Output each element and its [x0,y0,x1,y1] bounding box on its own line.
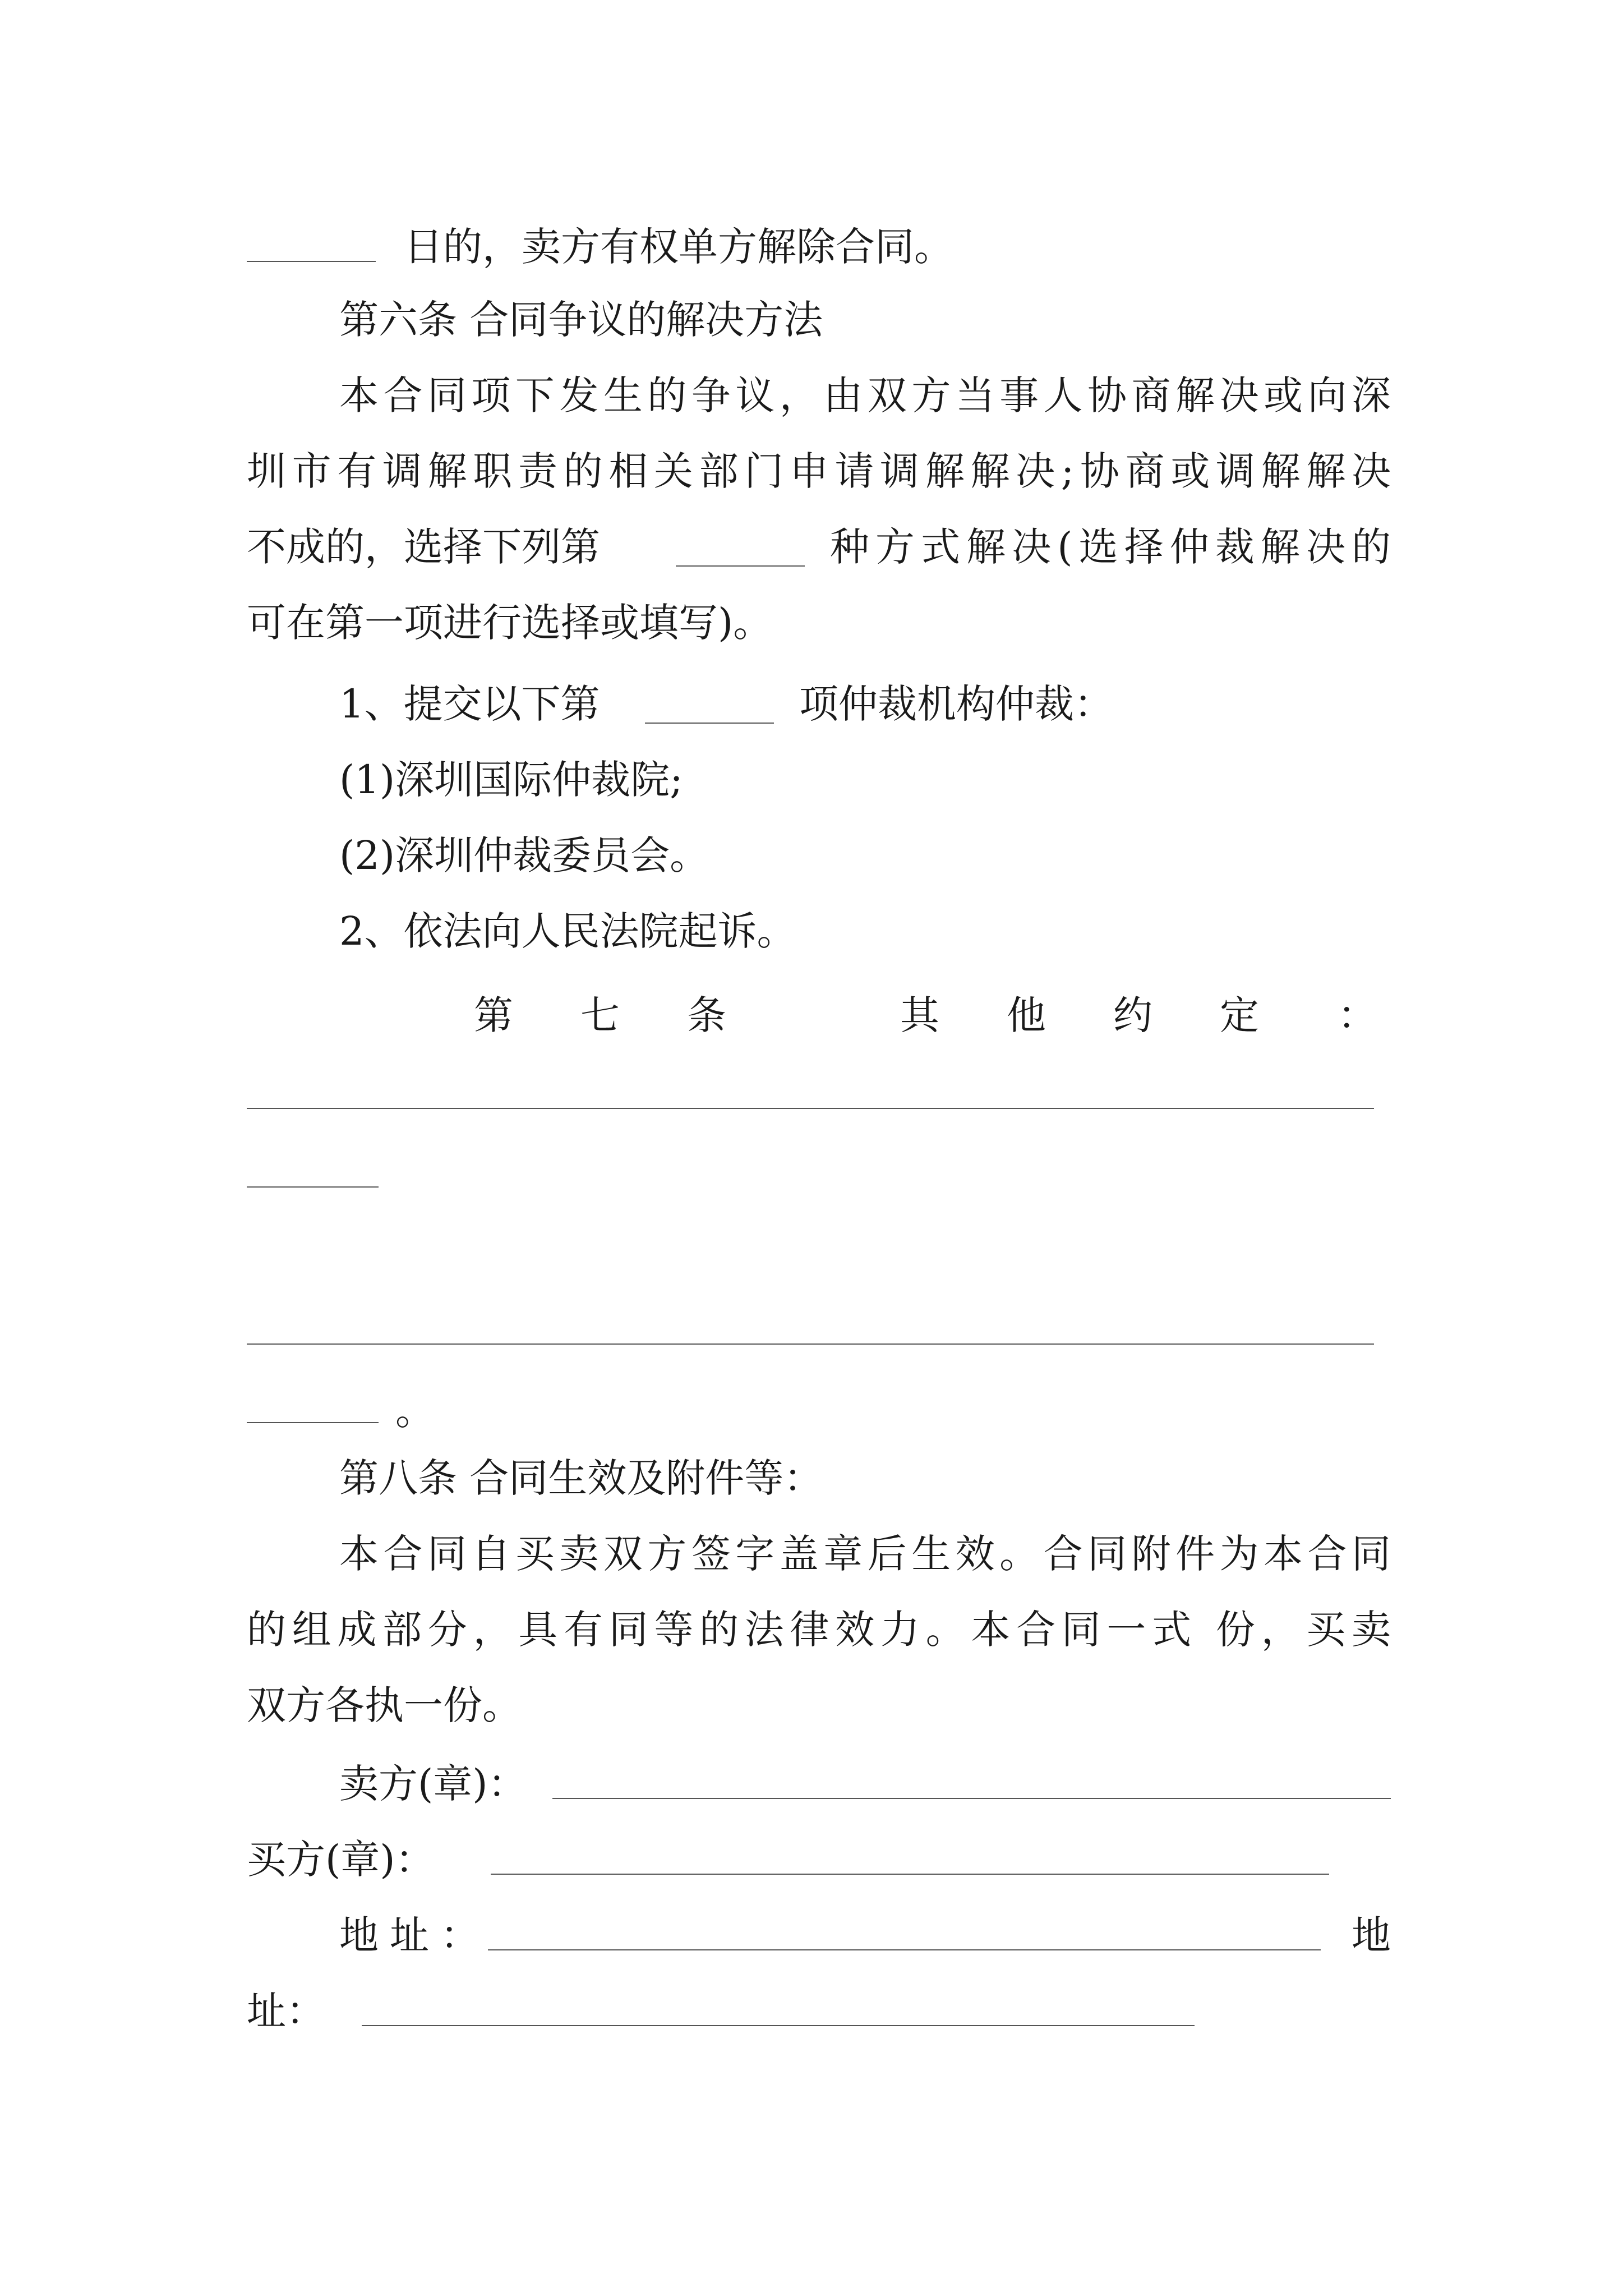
article7-char-5: 他 [1007,992,1046,1038]
seller-seal-label: 卖方(章)： [339,1761,527,1807]
other-terms-line-1 [247,1108,1374,1109]
article6-sub1: (1)深圳国际仲裁院; [339,757,683,803]
article6-para-line-2: 圳市有调解职责的相关部门申请调解解决;协商或调解解决 [247,448,1391,494]
seller-address-line [488,1949,1321,1950]
article7-char-7: 定 [1220,992,1259,1038]
article7-char-4: 其 [900,992,939,1038]
arbitration-choice-blank [645,689,774,724]
other-terms-line-1-tail [247,1186,379,1188]
buyer-address-line [362,2025,1195,2026]
seller-address-label: 地址： [339,1912,491,1958]
article8-para-line-3: 双方各执一份。 [247,1682,522,1728]
method-choice-blank [676,532,805,567]
article6-heading: 第六条 合同争议的解决方法 [339,297,823,343]
article7-char-2: 七 [580,992,620,1038]
article6-para-line-3-a: 不成的，选择下列第 [247,524,600,570]
continuation-text: 日的，卖方有权单方解除合同。 [404,224,953,270]
buyer-address-label-b: 址： [247,1988,325,2034]
buyer-seal-label: 买方(章)： [247,1837,435,1883]
buyer-seal-line [491,1874,1329,1875]
other-terms-end-mark: 。 [395,1388,435,1434]
article6-item1-before: 1、提交以下第 [339,681,600,727]
seller-seal-line [552,1798,1391,1799]
article6-para-line-1: 本合同项下发生的争议，由双方当事人协商解决或向深 [339,372,1391,418]
article6-para-line-3-b: 种方式解决(选择仲裁解决的 [830,524,1391,570]
article6-item2: 2、依法向人民法院起诉。 [339,908,796,954]
article7-char-1: 第 [474,992,513,1038]
article7-char-3: 条 [687,992,726,1038]
article6-item1-after: 项仲裁机构仲裁： [799,681,1113,727]
other-terms-line-2 [247,1343,1374,1345]
article6-para-line-4: 可在第一项进行选择或填写)。 [247,600,773,646]
article8-para-line-1: 本合同自买卖双方签字盖章后生效。合同附件为本合同 [339,1531,1391,1577]
other-terms-line-2-tail [247,1422,379,1423]
article7-char-8: ： [1338,992,1377,1038]
article6-sub2: (2)深圳仲裁委员会。 [339,832,709,878]
days-blank [247,227,376,262]
article8-para-line-2: 的组成部分，具有同等的法律效力。本合同一式 份，买卖 [247,1607,1391,1653]
article8-heading: 第八条 合同生效及附件等： [339,1455,823,1501]
article7-char-6: 约 [1113,992,1152,1038]
buyer-address-label-a: 地 [1352,1912,1391,1958]
